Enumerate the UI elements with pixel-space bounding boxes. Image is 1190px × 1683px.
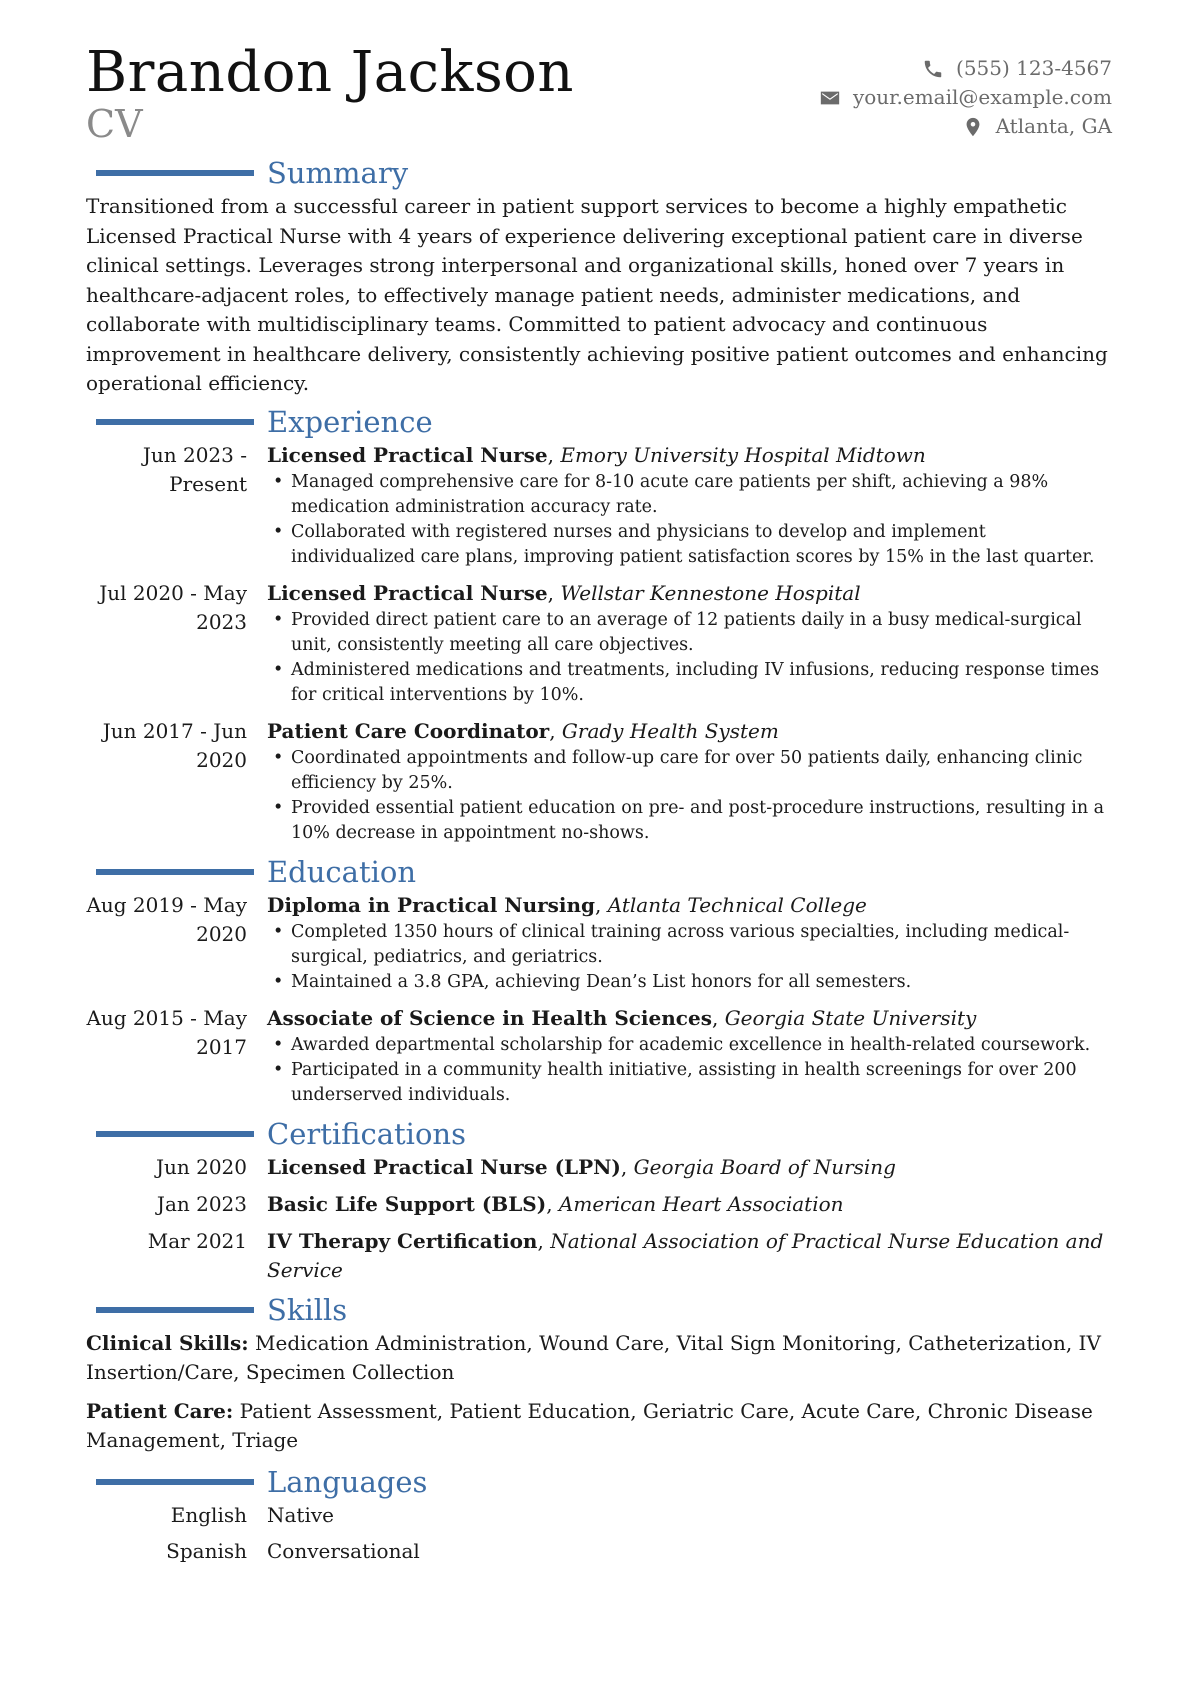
section-accent-bar [96,419,254,425]
entry-org: Grady Health System [561,718,779,743]
list-item: • Awarded departmental scholarship for academic excellence in health-related coursework. [267,1033,1112,1058]
certifications-list [86,1153,1112,1285]
cert-issuer: American Heart Association [558,1191,844,1216]
resume-page [86,42,1112,1573]
certification-entry: Mar 2021 IV Therapy Certification, National Association of Practical Nurse Education and Service [86,1227,1112,1285]
section-accent-bar [96,1131,254,1137]
cert-name: IV Therapy Certification [267,1228,538,1253]
entry-date: Jun 2017 - Jun 2020 [102,718,247,772]
entry-org: Wellstar Kennestone Hospital [560,580,861,605]
contact-email[interactable] [819,83,1112,112]
envelope-icon [819,87,841,109]
entry-bullets [267,470,1112,570]
list-item: • Collaborated with registered nurses and physicians to develop and implement individualized care plans, improving patient satisfaction scores by 15% in the last quarter. [267,520,1112,570]
list-item: • Maintained a 3.8 GPA, achieving Dean’s List honors for all semesters. [267,970,1112,995]
contact-phone[interactable] [819,54,1112,83]
entry-org: Emory University Hospital Midtown [560,442,926,467]
section-title: Languages [267,1464,428,1499]
list-item: • Provided direct patient care to an average of 12 patients daily in a busy medical-surgical unit, consistently meeting all care objectives. [267,608,1112,658]
education-entry [86,891,1112,995]
entry-bullets [267,746,1112,846]
skill-group-items: Patient Assessment, Patient Education, Geriatric Care, Acute Care, Chronic Disease Management, Triage [86,1398,1093,1452]
phone-icon [922,58,944,80]
location-pin-icon [962,116,984,138]
entry-bullets [267,608,1112,708]
section-title: Certifications [267,1116,466,1151]
cert-date: Jun 2020 [155,1154,247,1179]
entry-role: Licensed Practical Nurse [267,580,548,605]
skill-group-items: Medication Administration, Wound Care, Vital Sign Monitoring, Catheterization, IV Insertion/Care, Specimen Collection [86,1330,1101,1384]
entry-date: Jul 2020 - May 2023 [99,580,247,634]
document-subtitle: CV [86,102,143,146]
section-title: Experience [267,404,433,439]
entry-heading: Patient Care Coordinator, Grady Health System [267,718,779,743]
entry-role: Patient Care Coordinator [267,718,550,743]
certification-entry: Jan 2023 Basic Life Support (BLS), American Heart Association [86,1190,1112,1219]
skill-group-label: Patient Care: [86,1398,234,1423]
list-item: • Completed 1350 hours of clinical training across various specialties, including medical-surgical, pediatrics, and geriatrics. [267,920,1112,970]
entry-role: Licensed Practical Nurse [267,442,548,467]
cert-issuer: National Association of Practical Nurse Education and Service [267,1228,1104,1282]
entry-date: Aug 2019 - May 2020 [86,892,247,946]
list-item: • Participated in a community health initiative, assisting in health screenings for over 200 underserved individuals. [267,1058,1112,1108]
skills-list [86,1329,1112,1455]
summary-text: Transitioned from a successful career in patient support services to become a highly empathetic Licensed Practical Nurse with 4 years of experience delivering exceptional patient care in diverse clinical settings. Leverages strong interpersonal and organizational skills, honed over 7 years in healthcare-adjacent roles, to effectively manage patient needs, administer medications, and collaborate with multidisciplinary teams. Committed to patient advocacy and continuous improvement in healthcare delivery, consistently achieving positive patient outcomes and enhancing operational efficiency. [86,194,1108,395]
entry-degree: Diploma in Practical Nursing [267,892,596,917]
section-accent-bar [96,869,254,875]
entry-date: Jun 2023 - Present [142,442,247,496]
skill-group [86,1329,1112,1387]
education-list [86,891,1112,1108]
section-accent-bar [96,1307,254,1313]
skill-group [86,1397,1112,1455]
entry-heading: Diploma in Practical Nursing, Atlanta Technical College [267,892,867,917]
entry-school: Georgia State University [724,1005,977,1030]
certification-entry: Jun 2020 Licensed Practical Nurse (LPN), Georgia Board of Nursing [86,1153,1112,1182]
entry-heading: Associate of Science in Health Sciences, Georgia State University [267,1005,977,1030]
entry-heading: Licensed Practical Nurse, Emory University Hospital Midtown [267,442,926,467]
language-name: Spanish [166,1538,247,1563]
contact-block [819,54,1112,141]
phone-text: (555) 123-4567 [956,56,1112,80]
cert-date: Jan 2023 [156,1191,247,1216]
section-title: Summary [267,156,409,190]
cert-name: Basic Life Support (BLS) [267,1191,547,1216]
resume-header [86,42,1112,154]
list-item: • Administered medications and treatments, including IV infusions, reducing response times for critical interventions by 10%. [267,658,1112,708]
experience-entry [86,441,1112,570]
language-entry [86,1501,1112,1530]
skill-group-label: Clinical Skills: [86,1330,249,1355]
location-text: Atlanta, GA [995,114,1112,138]
section-accent-bar [96,1479,254,1485]
education-entry [86,1004,1112,1108]
section-heading-certifications [86,1117,1112,1153]
entry-bullets [267,920,1112,995]
experience-list [86,441,1112,846]
entry-bullets [267,1033,1112,1108]
cert-date: Mar 2021 [147,1228,247,1253]
entry-degree: Associate of Science in Health Sciences [267,1005,712,1030]
language-name: English [170,1502,247,1527]
experience-entry [86,717,1112,846]
person-name: Brandon Jackson [86,40,574,105]
cert-issuer: Georgia Board of Nursing [633,1154,896,1179]
email-text: your.email@example.com [852,85,1112,109]
contact-location [819,112,1112,141]
experience-entry [86,579,1112,708]
entry-school: Atlanta Technical College [607,892,867,917]
languages-list [86,1501,1112,1566]
cert-name: Licensed Practical Nurse (LPN) [267,1154,621,1179]
list-item: • Managed comprehensive care for 8-10 acute care patients per shift, achieving a 98% medication administration accuracy rate. [267,470,1112,520]
section-accent-bar [96,170,254,176]
section-heading-experience [86,405,1112,441]
section-title: Education [267,854,417,889]
language-level: Native [267,1502,334,1527]
section-heading-skills [86,1293,1112,1329]
entry-date: Aug 2015 - May 2017 [86,1005,247,1059]
language-level: Conversational [267,1538,420,1563]
section-title: Skills [267,1292,348,1327]
entry-heading: Licensed Practical Nurse, Wellstar Kennestone Hospital [267,580,861,605]
list-item: • Coordinated appointments and follow-up care for over 50 patients daily, enhancing clinic efficiency by 25%. [267,746,1112,796]
section-heading-languages [86,1465,1112,1501]
section-heading-summary [86,156,1112,192]
language-entry [86,1537,1112,1566]
section-heading-education [86,855,1112,891]
list-item: • Provided essential patient education on pre- and post-procedure instructions, resulting in a 10% decrease in appointment no-shows. [267,796,1112,846]
